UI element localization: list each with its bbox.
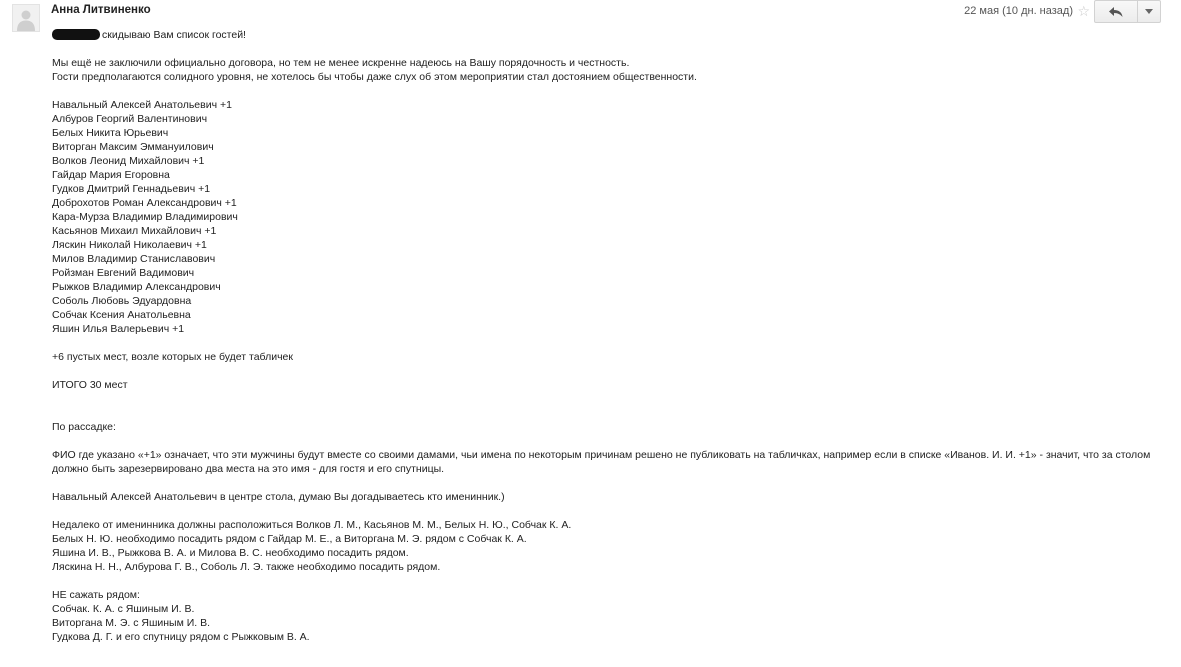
redacted-name <box>52 29 100 40</box>
guest-item: Гудков Дмитрий Геннадьевич +1 <box>52 183 211 195</box>
intro-line: Гости предполагаются солидного уровня, не хотелось бы чтобы даже слух об этом мероприятии стал достоянием общественности. <box>52 71 697 83</box>
greeting-text: скидываю Вам список гостей! <box>102 29 246 41</box>
chevron-down-icon <box>1145 9 1153 14</box>
fio-note: ФИО где указано «+1» означает, что эти мужчины будут вместе со своими дамами, чьи имена по некоторым причинам решено не публиковать на табличках, например если в списке «Иванов. И. И. +1» - значит, что за столом должно быть зарезервировано два места на это имя - для гостя и его спутницы. <box>52 449 1151 475</box>
guest-item: Касьянов Михаил Михайлович +1 <box>52 225 217 237</box>
seating-rules <box>52 518 1162 574</box>
guest-item: Ляскин Николай Николаевич +1 <box>52 239 207 251</box>
seating-rule: Ляскина Н. Н., Албурова Г. В., Соболь Л. Э. также необходимо посадить рядом. <box>52 561 441 573</box>
not-together-item: Собчак. К. А. с Яшиным И. В. <box>52 603 195 615</box>
sender-name[interactable]: Анна Литвиненко <box>51 4 151 16</box>
guest-item: Соболь Любовь Эдуардовна <box>52 295 192 307</box>
guest-item: Волков Леонид Михайлович +1 <box>52 155 205 167</box>
message-body <box>52 28 1162 644</box>
guest-list <box>52 98 1162 336</box>
reply-icon <box>1108 6 1124 18</box>
guest-item: Доброхотов Роман Александрович +1 <box>52 197 237 209</box>
not-together-item: Гудкова Д. Г. и его спутницу рядом с Рыжковым В. А. <box>52 631 310 643</box>
more-options-button[interactable] <box>1138 1 1160 22</box>
sender-avatar <box>12 4 40 32</box>
not-together-item: Виторгана М. Э. с Яшиным И. В. <box>52 617 211 629</box>
guest-item: Гайдар Мария Егоровна <box>52 169 170 181</box>
guest-item: Яшин Илья Валерьевич +1 <box>52 323 185 335</box>
total-seats: ИТОГО 30 мест <box>52 379 128 391</box>
guest-item: Ройзман Евгений Вадимович <box>52 267 195 279</box>
seating-rule: Яшина И. В., Рыжкова В. А. и Милова В. С. необходимо посадить рядом. <box>52 547 409 559</box>
guest-item: Белых Никита Юрьевич <box>52 127 169 139</box>
reply-button-group <box>1094 0 1161 23</box>
guest-item: Албуров Георгий Валентинович <box>52 113 208 125</box>
guest-item: Собчак Ксения Анатольевна <box>52 309 191 321</box>
reply-button[interactable] <box>1095 1 1138 22</box>
intro-line: Мы ещё не заключили официально договора, но тем не менее искренне надеюсь на Вашу порядочность и честность. <box>52 57 630 69</box>
guest-item: Навальный Алексей Анатольевич +1 <box>52 99 232 111</box>
guest-item: Милов Владимир Станиславович <box>52 253 216 265</box>
message-date[interactable]: 22 мая (10 дн. назад) <box>964 5 1073 17</box>
seating-rule: Недалеко от именинника должны расположиться Волков Л. М., Касьянов М. М., Белых Н. Ю., Собчак К. А. <box>52 519 572 531</box>
empty-seats-note: +6 пустых мест, возле которых не будет табличек <box>52 351 293 363</box>
guest-item: Кара-Мурза Владимир Владимирович <box>52 211 238 223</box>
greeting-line <box>52 28 1162 42</box>
not-together-list <box>52 602 1162 644</box>
default-avatar-icon <box>13 5 39 31</box>
not-together-heading: НЕ сажать рядом: <box>52 589 140 601</box>
guest-item: Рыжков Владимир Александрович <box>52 281 221 293</box>
seating-rule: Белых Н. Ю. необходимо посадить рядом с Гайдар М. Е., а Виторгана М. Э. рядом с Собчак К. А. <box>52 533 527 545</box>
guest-item: Виторган Максим Эммануилович <box>52 141 214 153</box>
center-note: Навальный Алексей Анатольевич в центре стола, думаю Вы догадываетесь кто именинник.) <box>52 491 505 503</box>
seating-heading: По рассадке: <box>52 421 116 433</box>
star-icon[interactable]: ☆ <box>1077 3 1090 19</box>
